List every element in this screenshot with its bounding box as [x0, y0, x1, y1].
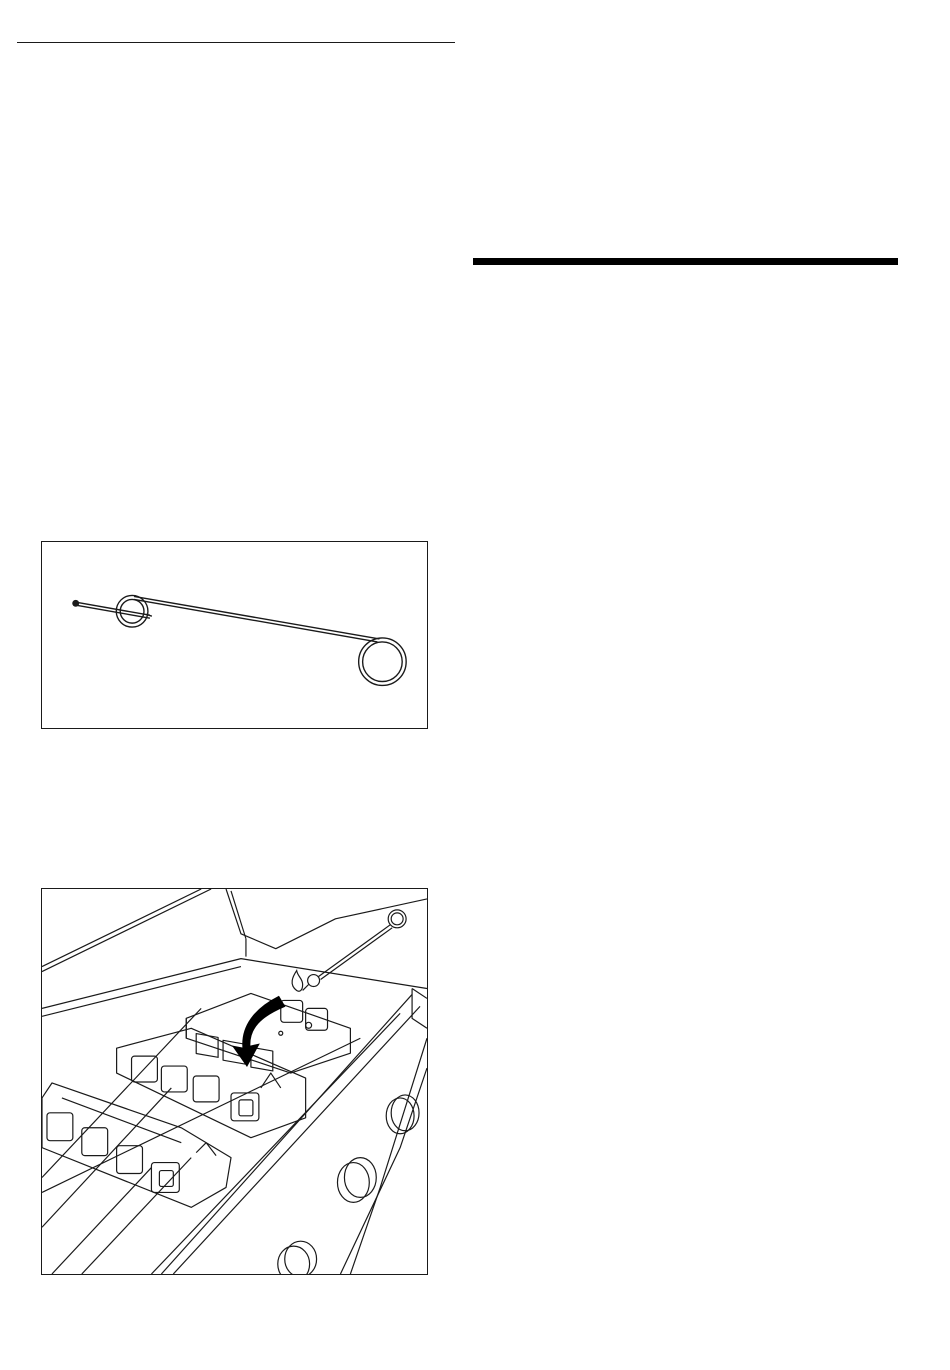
grill-burner-lighting-icon — [42, 889, 427, 1274]
burner-ignition-figure — [41, 888, 428, 1275]
lighting-rod-icon — [42, 542, 427, 728]
section-heading-bar — [473, 258, 898, 265]
top-rule — [17, 42, 455, 43]
lighting-rod-figure — [41, 541, 428, 729]
curved-arrow-down-icon — [233, 996, 285, 1066]
flame-icon — [292, 971, 303, 992]
